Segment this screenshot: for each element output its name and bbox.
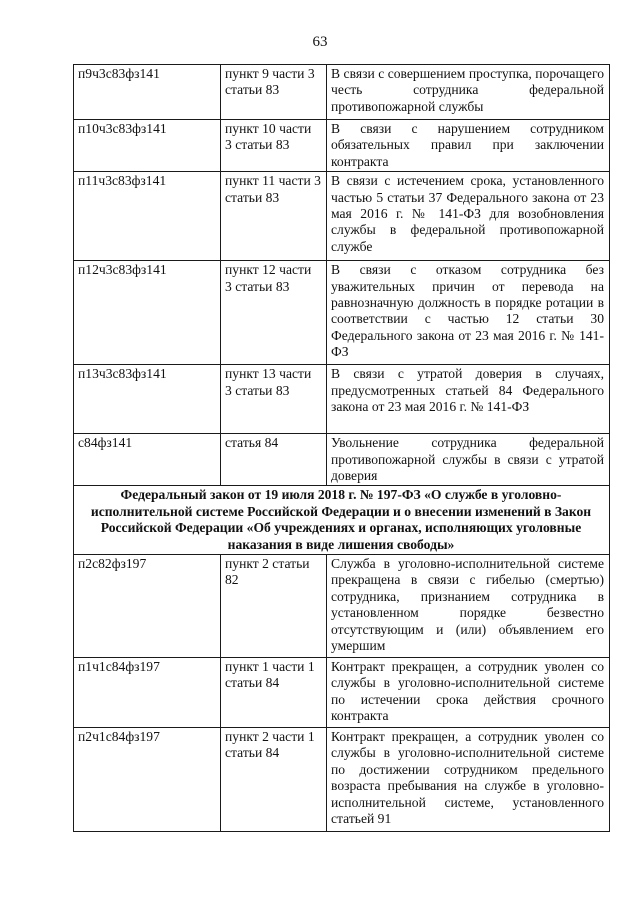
code-cell: п2ч1с84фз197 bbox=[74, 728, 221, 832]
description-cell: В связи с утратой доверия в случаях, предусмотренных статьей 84 Федерального закона от 23 мая 2016 г. № 141-ФЗ bbox=[327, 365, 610, 434]
article-cell: статья 84 bbox=[221, 434, 327, 486]
description-cell: Контракт прекращен, а сотрудник уволен со службы в уголовно-исполнительной системе по истечении срока действия срочного контракта bbox=[327, 658, 610, 728]
article-cell: пункт 2 статьи 82 bbox=[221, 555, 327, 658]
article-cell: пункт 12 части 3 статьи 83 bbox=[221, 261, 327, 365]
table-row bbox=[74, 65, 610, 120]
table-row bbox=[74, 658, 610, 728]
description-cell: В связи с отказом сотрудника без уважительных причин от перевода на равнозначную должность в порядке ротации в соответствии с частью 12 статьи 30 Федерального закона от 23 мая 2016 г. № 141-ФЗ bbox=[327, 261, 610, 365]
article-cell: пункт 10 части 3 статьи 83 bbox=[221, 120, 327, 172]
table-row bbox=[74, 172, 610, 261]
code-cell: п12ч3с83фз141 bbox=[74, 261, 221, 365]
description-cell: В связи с истечением срока, установленного частью 5 статьи 37 Федерального закона от 23 мая 2016 г. № 141-ФЗ для возобновления службы в федеральной противопожарной службе bbox=[327, 172, 610, 261]
code-cell: п1ч1с84фз197 bbox=[74, 658, 221, 728]
description-cell: В связи с нарушением сотрудником обязательных правил при заключении контракта bbox=[327, 120, 610, 172]
description-cell: Служба в уголовно-исполнительной системе прекращена в связи с гибелью (смертью) сотрудника, признанием сотрудника в установленном порядке безвестно отсутствующим и (или) объявлением его умершим bbox=[327, 555, 610, 658]
table-row bbox=[74, 120, 610, 172]
code-cell: с84фз141 bbox=[74, 434, 221, 486]
dismissal-codes-table bbox=[73, 64, 610, 832]
section-heading: Федеральный закон от 19 июля 2018 г. № 197-ФЗ «О службе в уголовно-исполнительной системе Российской Федерации и о внесении изменений в Закон Российской Федерации «Об учреждениях и органах, исполняющих уголовные наказания в виде лишения свободы» bbox=[74, 486, 610, 555]
article-cell: пункт 2 части 1 статьи 84 bbox=[221, 728, 327, 832]
table-row bbox=[74, 434, 610, 486]
table-row bbox=[74, 555, 610, 658]
code-cell: п13ч3с83фз141 bbox=[74, 365, 221, 434]
article-cell: пункт 11 части 3 статьи 83 bbox=[221, 172, 327, 261]
code-cell: п9ч3с83фз141 bbox=[74, 65, 221, 120]
section-heading-row bbox=[74, 486, 610, 555]
code-cell: п10ч3с83фз141 bbox=[74, 120, 221, 172]
description-cell: Увольнение сотрудника федеральной противопожарной службы в связи с утратой доверия bbox=[327, 434, 610, 486]
table-row bbox=[74, 261, 610, 365]
code-cell: п11ч3с83фз141 bbox=[74, 172, 221, 261]
description-cell: Контракт прекращен, а сотрудник уволен со службы в уголовно-исполнительной системе по достижении сотрудником предельного возраста пребывания на службе в уголовно-исполнительной системе, установленного статьей 91 bbox=[327, 728, 610, 832]
article-cell: пункт 1 части 1 статьи 84 bbox=[221, 658, 327, 728]
article-cell: пункт 9 части 3 статьи 83 bbox=[221, 65, 327, 120]
page-number: 63 bbox=[312, 34, 328, 50]
table-row bbox=[74, 365, 610, 434]
article-cell: пункт 13 части 3 статьи 83 bbox=[221, 365, 327, 434]
table-row bbox=[74, 728, 610, 832]
code-cell: п2с82фз197 bbox=[74, 555, 221, 658]
description-cell: В связи с совершением проступка, порочащего честь сотрудника федеральной противопожарной службы bbox=[327, 65, 610, 120]
